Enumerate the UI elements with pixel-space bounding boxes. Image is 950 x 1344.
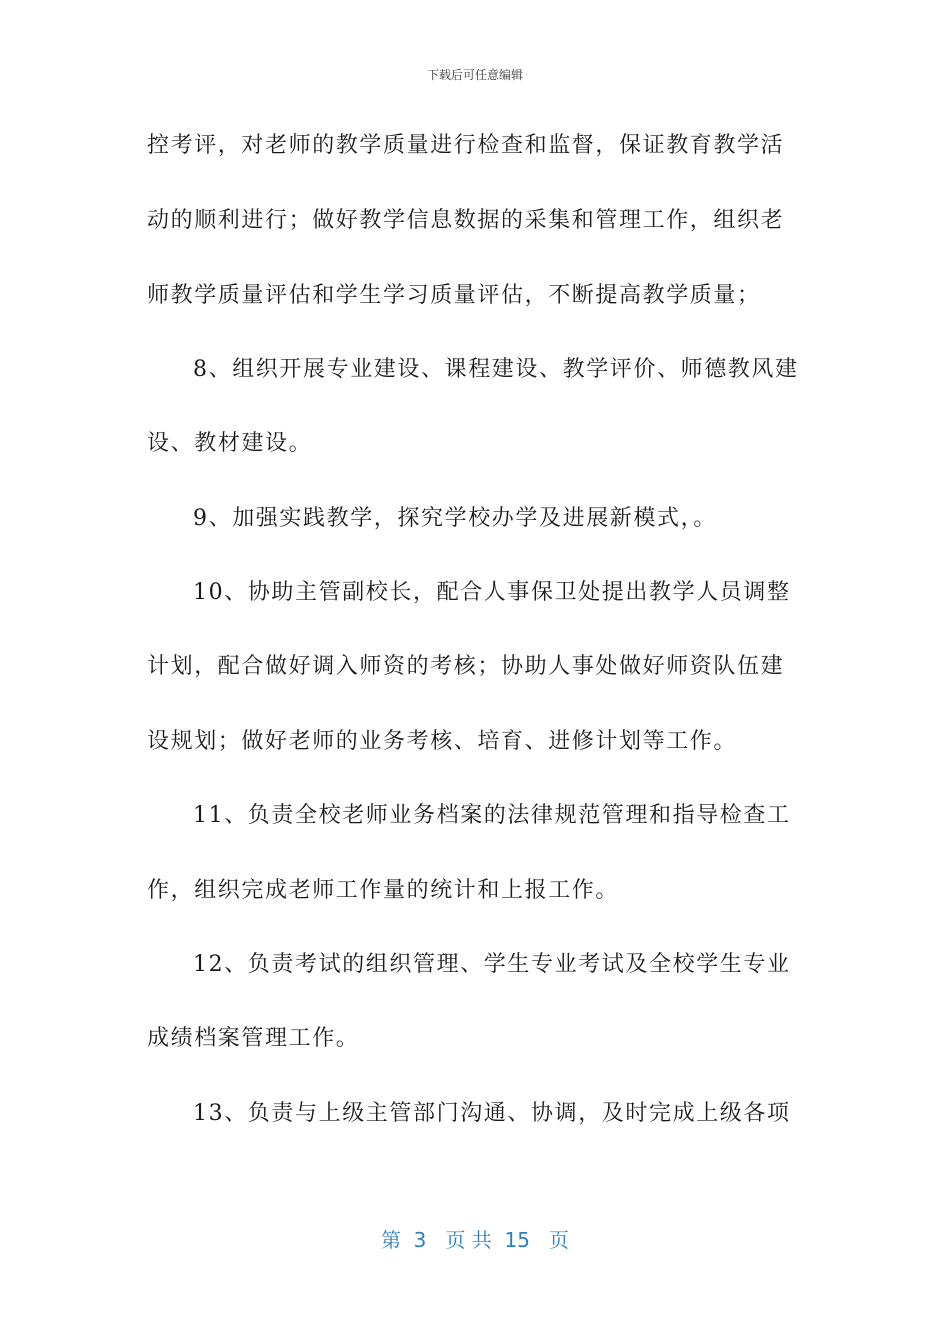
text-line: 11、负责全校老师业务档案的法律规范管理和指导检查工 bbox=[193, 803, 791, 828]
page-header: 下载后可任意编辑 bbox=[426, 68, 523, 82]
text-line: 8、组织开展专业建设、课程建设、教学评价、师德教风建 bbox=[193, 357, 799, 382]
text-line: 动的顺利进行；做好教学信息数据的采集和管理工作，组织老 bbox=[147, 208, 785, 233]
text-line: 13、负责与上级主管部门沟通、协调，及时完成上级各项 bbox=[193, 1101, 791, 1126]
text-line: 设、教材建设。 bbox=[147, 431, 313, 456]
text-line: 师教学质量评估和学生学习质量评估，不断提高教学质量； bbox=[147, 283, 761, 308]
text-line: 10、协助主管副校长，配合人事保卫处提出教学人员调整 bbox=[193, 580, 791, 605]
text-line: 9、加强实践教学，探究学校办学及进展新模式，。 bbox=[193, 506, 717, 531]
text-line: 控考评，对老师的教学质量进行检查和监督，保证教育教学活 bbox=[147, 133, 785, 158]
text-line: 计划，配合做好调入师资的考核；协助人事处做好师资队伍建 bbox=[147, 654, 785, 679]
text-line: 设规划；做好老师的业务考核、培育、进修计划等工作。 bbox=[147, 729, 738, 754]
text-line: 12、负责考试的组织管理、学生专业考试及全校学生专业 bbox=[193, 952, 791, 977]
page-number-footer: 第 3 页 共 15 页 bbox=[380, 1228, 570, 1252]
text-line: 作，组织完成老师工作量的统计和上报工作。 bbox=[147, 878, 620, 903]
text-line: 成绩档案管理工作。 bbox=[147, 1026, 360, 1051]
